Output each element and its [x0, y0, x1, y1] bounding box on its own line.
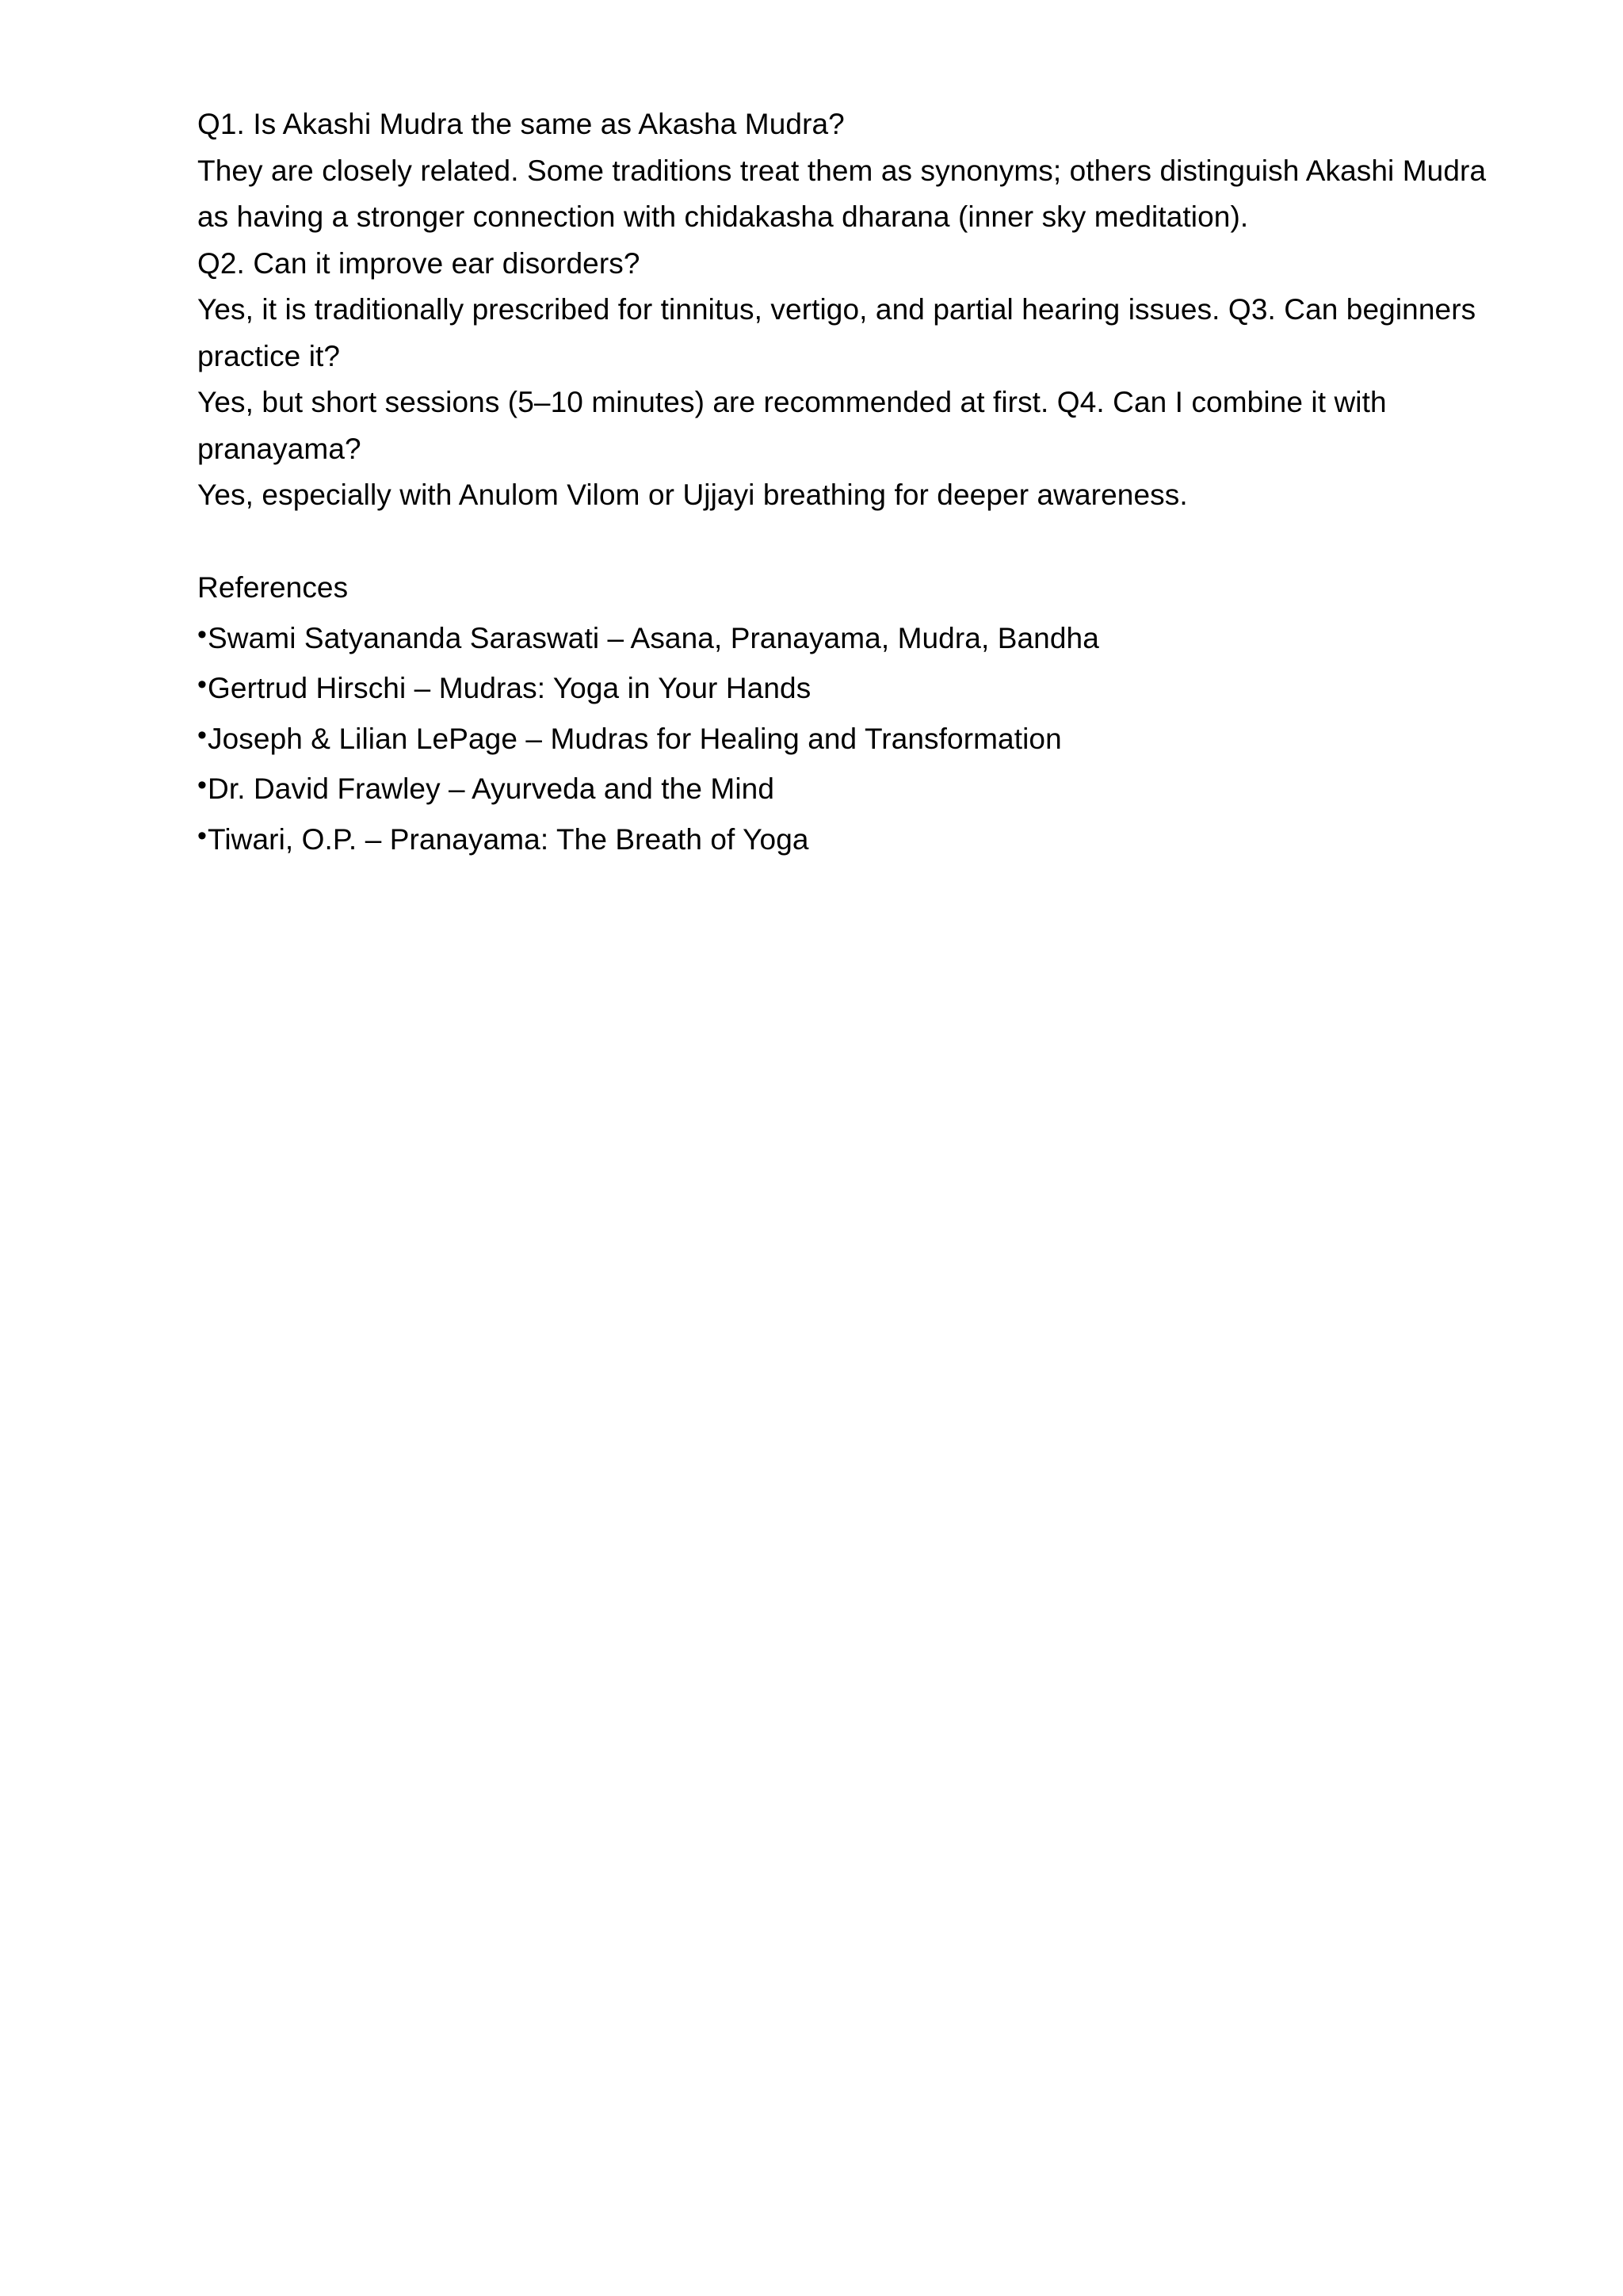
faq-answer-2-line-1: Yes, it is traditionally prescribed for tinnitus, vertigo, and partial hearing issues. Q3. Can beginners: [197, 293, 1476, 326]
reference-item: [197, 662, 1545, 712]
faq-answer-1-line-1: They are closely related. Some traditions treat them as synonyms; others distinguish Akashi Mudra: [197, 154, 1487, 187]
bullet-icon: •: [197, 719, 208, 750]
bullet-icon: •: [197, 820, 208, 851]
faq-section: [197, 101, 1545, 519]
references-section: [197, 565, 1545, 863]
reference-text: Dr. David Frawley – Ayurveda and the Mind: [208, 772, 775, 805]
faq-answer-4: Yes, especially with Anulom Vilom or Ujjayi breathing for deeper awareness.: [197, 479, 1188, 511]
bullet-icon: •: [197, 619, 208, 650]
reference-text: Swami Satyananda Saraswati – Asana, Pranayama, Mudra, Bandha: [208, 621, 1099, 654]
reference-text: Joseph & Lilian LePage – Mudras for Healing and Transformation: [208, 722, 1062, 755]
reference-text: Tiwari, O.P. – Pranayama: The Breath of Yoga: [208, 822, 809, 856]
reference-text: Gertrud Hirschi – Mudras: Yoga in Your Hands: [208, 672, 812, 704]
reference-item: [197, 712, 1545, 763]
faq-question-1: Q1. Is Akashi Mudra the same as Akasha Mudra?: [197, 108, 845, 140]
faq-answer-3-line-1: Yes, but short sessions (5–10 minutes) are recommended at first. Q4. Can I combine it with: [197, 386, 1387, 418]
references-heading: References: [197, 571, 349, 604]
bullet-icon: •: [197, 669, 208, 700]
faq-answer-2-line-2: practice it?: [197, 339, 341, 372]
reference-item: [197, 612, 1545, 662]
page-content: [197, 101, 1545, 863]
faq-question-2: Q2. Can it improve ear disorders?: [197, 246, 640, 280]
faq-answer-3-line-2: pranayama?: [197, 432, 361, 465]
reference-item: [197, 813, 1545, 864]
reference-item: [197, 762, 1545, 813]
references-list: [197, 612, 1545, 864]
section-spacer: [197, 519, 1545, 566]
faq-answer-1-line-2: as having a stronger connection with chidakasha dharana (inner sky meditation).: [197, 200, 1249, 233]
bullet-icon: •: [197, 770, 208, 800]
